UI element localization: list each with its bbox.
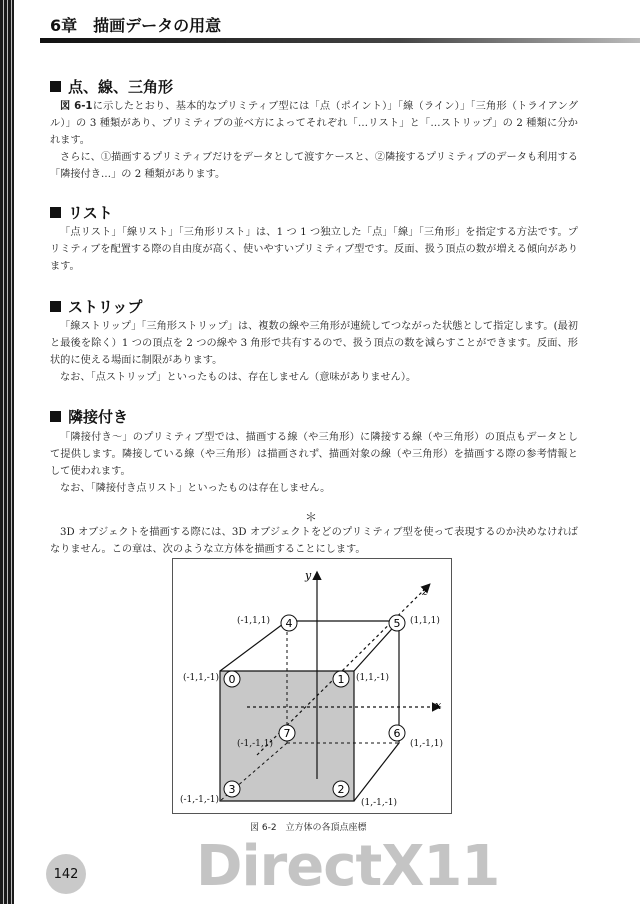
paragraph: なお、「隣接付き点リスト」といったものは存在しません。: [60, 483, 331, 494]
y-axis-label: y: [305, 569, 312, 582]
svg-text:4: 4: [285, 617, 293, 630]
vertex-2-marker: [333, 781, 349, 797]
paragraph: 「点リスト」「線リスト」「三角形リスト」は、1 つ 1 つ独立した「点」「線」「三角形」を指定する方法です。プリミティブを配置する際の自由度が高く、使いやすいプリミティブ型です。反面、扱う頂点の数が増える傾向があります。: [50, 227, 578, 272]
chapter-title: 6章 描画データの用意: [50, 16, 222, 35]
section-heading-points-lines-triangles: 点、線、三角形: [50, 76, 173, 97]
vertex-5-marker: [389, 615, 405, 631]
paragraph: 3D オブジェクトを描画する際には、3D オブジェクトをどのプリミティブ型を使って表現するのか決めなければなりません。この章は、次のような立方体を描画することにします。: [50, 527, 578, 555]
vertex-5-coord: (1,1,1): [410, 616, 440, 626]
header-rule: [40, 38, 640, 43]
vertex-7-marker: [279, 725, 295, 741]
z-axis-label: z: [422, 585, 428, 598]
svg-text:3: 3: [228, 783, 236, 796]
svg-text:1: 1: [337, 673, 345, 686]
x-axis-label: x: [435, 699, 442, 712]
paragraph: 「線ストリップ」「三角形ストリップ」は、複数の線や三角形が連続してつながった状態として指定します。(最初と最後を除く）1 つの頂点を 2 つの線や 3 角形で共有するので、扱う頂点の数を減らすことができます。反面、形状的に使える場面に制限があります。: [50, 321, 578, 366]
section-separator: ＊: [305, 510, 318, 524]
vertex-2-coord: (1,-1,-1): [361, 798, 398, 808]
svg-text:7: 7: [283, 727, 291, 740]
vertex-1-marker: [333, 671, 349, 687]
square-bullet-icon: [50, 81, 61, 92]
chapter-header: [14, 0, 640, 40]
vertex-0-coord: (-1,1,-1): [183, 673, 220, 683]
vertex-3-marker: [224, 781, 240, 797]
vertex-7-coord: (-1,-1,1): [237, 739, 274, 749]
vertex-4-coord: (-1,1,1): [237, 616, 270, 626]
cube-diagram: [173, 559, 453, 815]
svg-text:0: 0: [228, 673, 236, 686]
section-heading-adjacency: 隣接付き: [50, 406, 128, 427]
square-bullet-icon: [50, 207, 61, 218]
section-heading-strip: ストリップ: [50, 296, 142, 317]
paragraph: なお、「点ストリップ」といったものは、存在しません（意味がありません）。: [60, 372, 417, 383]
book-brand: DirectX11: [196, 834, 500, 899]
figure-reference: 図 6-1: [60, 101, 93, 112]
square-bullet-icon: [50, 411, 61, 422]
section-heading-list: リスト: [50, 202, 113, 223]
paragraph: 「隣接付き～」のプリミティブ型では、描画する線（や三角形）に隣接する線（や三角形）の頂点もデータとして提供します。隣接している線（や三角形）は描画されず、描画対象の線（や三角形）を描画する際の参考情報として使われます。: [50, 432, 578, 477]
square-bullet-icon: [50, 301, 61, 312]
vertex-4-marker: [281, 615, 297, 631]
vertex-1-coord: (1,1,-1): [356, 673, 389, 683]
vertex-6-coord: (1,-1,1): [410, 739, 443, 749]
svg-text:2: 2: [337, 783, 345, 796]
svg-text:6: 6: [393, 727, 401, 740]
paragraph: さらに、①描画するプリミティブだけをデータとして渡すケースと、②隣接するプリミティブのデータも利用する「隣接付き…」の 2 種類があります。: [50, 152, 578, 180]
cube-vertex-figure: [172, 558, 452, 814]
vertex-6-marker: [389, 725, 405, 741]
vertex-0-marker: [224, 671, 240, 687]
page-number: 142: [46, 854, 86, 894]
svg-text:5: 5: [393, 617, 401, 630]
figure-caption: 図 6-2 立方体の各頂点座標: [250, 823, 367, 833]
paragraph: 図 6-1に示したとおり、基本的なプリミティブ型には「点（ポイント）」「線（ライン）」「三角形（トライアングル）」の 3 種類があり、プリミティブの並べ方によってそれぞれ「…リスト」と「…ストリップ」の 2 種類に分かれます。: [50, 101, 579, 146]
vertex-3-coord: (-1,-1,-1): [180, 795, 220, 805]
page-binding-edge: [0, 0, 14, 904]
